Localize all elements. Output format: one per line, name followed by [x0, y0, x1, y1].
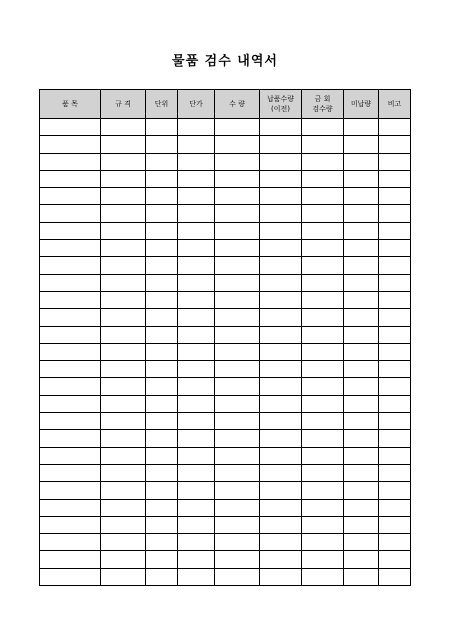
cell-spec[interactable] — [101, 482, 146, 499]
document-title: 물품 검수 내역서 — [172, 54, 278, 69]
cell-remarks[interactable] — [379, 516, 411, 533]
header-unit: 단위 — [146, 90, 178, 119]
cell-spec[interactable] — [101, 568, 146, 585]
cell-undelivered[interactable] — [344, 291, 379, 308]
cell-unit-price[interactable] — [178, 395, 215, 412]
cell-item[interactable] — [40, 378, 101, 395]
cell-spec[interactable] — [101, 205, 146, 222]
cell-spec[interactable] — [101, 291, 146, 308]
table-row — [40, 153, 411, 170]
cell-quantity[interactable] — [215, 430, 260, 447]
cell-item[interactable] — [40, 222, 101, 239]
table-row — [40, 240, 411, 257]
cell-spec[interactable] — [101, 257, 146, 274]
table-row — [40, 222, 411, 239]
cell-undelivered[interactable] — [344, 343, 379, 360]
cell-unit-price[interactable] — [178, 464, 215, 481]
cell-item[interactable] — [40, 499, 101, 516]
cell-unit-price[interactable] — [178, 516, 215, 533]
cell-remarks[interactable] — [379, 551, 411, 568]
cell-remarks[interactable] — [379, 309, 411, 326]
cell-this-inspected[interactable] — [302, 568, 344, 585]
cell-unit-price[interactable] — [178, 430, 215, 447]
table-row — [40, 464, 411, 481]
cell-quantity[interactable] — [215, 551, 260, 568]
table-row — [40, 413, 411, 430]
cell-spec[interactable] — [101, 343, 146, 360]
cell-spec[interactable] — [101, 240, 146, 257]
cell-undelivered[interactable] — [344, 222, 379, 239]
cell-prev-delivered[interactable] — [260, 222, 302, 239]
cell-quantity[interactable] — [215, 413, 260, 430]
cell-remarks[interactable] — [379, 499, 411, 516]
cell-this-inspected[interactable] — [302, 274, 344, 291]
cell-unit-price[interactable] — [178, 170, 215, 187]
cell-unit[interactable] — [146, 464, 178, 481]
cell-prev-delivered[interactable] — [260, 343, 302, 360]
cell-spec[interactable] — [101, 136, 146, 153]
cell-remarks[interactable] — [379, 153, 411, 170]
cell-undelivered[interactable] — [344, 568, 379, 585]
cell-unit[interactable] — [146, 343, 178, 360]
header-prev-delivered: 납품수량 (이전) — [260, 90, 302, 119]
cell-prev-delivered[interactable] — [260, 551, 302, 568]
cell-unit[interactable] — [146, 482, 178, 499]
table-row — [40, 274, 411, 291]
table-row — [40, 170, 411, 187]
cell-this-inspected[interactable] — [302, 551, 344, 568]
cell-unit-price[interactable] — [178, 257, 215, 274]
cell-unit[interactable] — [146, 447, 178, 464]
cell-unit[interactable] — [146, 240, 178, 257]
table-row — [40, 257, 411, 274]
cell-item[interactable] — [40, 205, 101, 222]
cell-unit[interactable] — [146, 551, 178, 568]
cell-undelivered[interactable] — [344, 257, 379, 274]
cell-prev-delivered[interactable] — [260, 119, 302, 136]
cell-unit-price[interactable] — [178, 568, 215, 585]
cell-remarks[interactable] — [379, 170, 411, 187]
cell-unit[interactable] — [146, 378, 178, 395]
table-body — [40, 119, 411, 586]
cell-unit[interactable] — [146, 413, 178, 430]
cell-this-inspected[interactable] — [302, 447, 344, 464]
cell-remarks[interactable] — [379, 534, 411, 551]
cell-undelivered[interactable] — [344, 361, 379, 378]
cell-quantity[interactable] — [215, 257, 260, 274]
cell-undelivered[interactable] — [344, 464, 379, 481]
cell-unit-price[interactable] — [178, 326, 215, 343]
header-remarks: 비고 — [379, 90, 411, 119]
table-row — [40, 534, 411, 551]
cell-remarks[interactable] — [379, 188, 411, 205]
table-row — [40, 361, 411, 378]
cell-unit-price[interactable] — [178, 188, 215, 205]
cell-this-inspected[interactable] — [302, 464, 344, 481]
cell-unit-price[interactable] — [178, 499, 215, 516]
cell-item[interactable] — [40, 516, 101, 533]
table-row — [40, 309, 411, 326]
cell-item[interactable] — [40, 257, 101, 274]
table-row — [40, 291, 411, 308]
cell-spec[interactable] — [101, 464, 146, 481]
cell-remarks[interactable] — [379, 343, 411, 360]
cell-quantity[interactable] — [215, 499, 260, 516]
cell-spec[interactable] — [101, 309, 146, 326]
table-row — [40, 482, 411, 499]
cell-unit[interactable] — [146, 274, 178, 291]
cell-item[interactable] — [40, 361, 101, 378]
cell-remarks[interactable] — [379, 240, 411, 257]
cell-prev-delivered[interactable] — [260, 309, 302, 326]
cell-undelivered[interactable] — [344, 551, 379, 568]
cell-unit-price[interactable] — [178, 119, 215, 136]
header-unit-price: 단가 — [178, 90, 215, 119]
cell-spec[interactable] — [101, 326, 146, 343]
cell-quantity[interactable] — [215, 516, 260, 533]
cell-quantity[interactable] — [215, 188, 260, 205]
cell-quantity[interactable] — [215, 153, 260, 170]
cell-quantity[interactable] — [215, 343, 260, 360]
cell-item[interactable] — [40, 482, 101, 499]
cell-prev-delivered[interactable] — [260, 257, 302, 274]
cell-item[interactable] — [40, 188, 101, 205]
cell-unit-price[interactable] — [178, 291, 215, 308]
cell-remarks[interactable] — [379, 222, 411, 239]
cell-prev-delivered[interactable] — [260, 291, 302, 308]
cell-prev-delivered[interactable] — [260, 153, 302, 170]
cell-unit[interactable] — [146, 119, 178, 136]
table-row — [40, 378, 411, 395]
cell-item[interactable] — [40, 343, 101, 360]
cell-this-inspected[interactable] — [302, 516, 344, 533]
cell-prev-delivered[interactable] — [260, 136, 302, 153]
cell-prev-delivered[interactable] — [260, 274, 302, 291]
cell-unit-price[interactable] — [178, 343, 215, 360]
cell-this-inspected[interactable] — [302, 291, 344, 308]
cell-item[interactable] — [40, 551, 101, 568]
cell-item[interactable] — [40, 395, 101, 412]
cell-remarks[interactable] — [379, 119, 411, 136]
cell-undelivered[interactable] — [344, 274, 379, 291]
table-row — [40, 119, 411, 136]
table-row — [40, 188, 411, 205]
cell-unit[interactable] — [146, 205, 178, 222]
cell-prev-delivered[interactable] — [260, 516, 302, 533]
cell-undelivered[interactable] — [344, 395, 379, 412]
cell-prev-delivered[interactable] — [260, 395, 302, 412]
cell-spec[interactable] — [101, 430, 146, 447]
cell-unit[interactable] — [146, 430, 178, 447]
table-row — [40, 430, 411, 447]
cell-remarks[interactable] — [379, 413, 411, 430]
cell-spec[interactable] — [101, 447, 146, 464]
cell-remarks[interactable] — [379, 447, 411, 464]
cell-prev-delivered[interactable] — [260, 464, 302, 481]
cell-spec[interactable] — [101, 170, 146, 187]
cell-unit[interactable] — [146, 188, 178, 205]
cell-undelivered[interactable] — [344, 413, 379, 430]
cell-spec[interactable] — [101, 499, 146, 516]
cell-unit[interactable] — [146, 136, 178, 153]
cell-unit[interactable] — [146, 499, 178, 516]
cell-unit-price[interactable] — [178, 274, 215, 291]
cell-this-inspected[interactable] — [302, 205, 344, 222]
cell-item[interactable] — [40, 447, 101, 464]
cell-unit[interactable] — [146, 534, 178, 551]
header-row — [40, 90, 411, 119]
cell-unit[interactable] — [146, 361, 178, 378]
cell-quantity[interactable] — [215, 136, 260, 153]
cell-spec[interactable] — [101, 274, 146, 291]
cell-remarks[interactable] — [379, 361, 411, 378]
cell-this-inspected[interactable] — [302, 222, 344, 239]
cell-unit-price[interactable] — [178, 551, 215, 568]
cell-remarks[interactable] — [379, 395, 411, 412]
cell-this-inspected[interactable] — [302, 170, 344, 187]
cell-unit-price[interactable] — [178, 482, 215, 499]
cell-this-inspected[interactable] — [302, 240, 344, 257]
cell-remarks[interactable] — [379, 205, 411, 222]
cell-unit-price[interactable] — [178, 447, 215, 464]
cell-unit[interactable] — [146, 291, 178, 308]
cell-quantity[interactable] — [215, 361, 260, 378]
cell-remarks[interactable] — [379, 257, 411, 274]
cell-quantity[interactable] — [215, 291, 260, 308]
cell-unit-price[interactable] — [178, 222, 215, 239]
cell-undelivered[interactable] — [344, 326, 379, 343]
table-row — [40, 136, 411, 153]
cell-this-inspected[interactable] — [302, 413, 344, 430]
cell-item[interactable] — [40, 274, 101, 291]
table-row — [40, 516, 411, 533]
cell-this-inspected[interactable] — [302, 257, 344, 274]
cell-spec[interactable] — [101, 188, 146, 205]
cell-undelivered[interactable] — [344, 516, 379, 533]
cell-this-inspected[interactable] — [302, 378, 344, 395]
cell-prev-delivered[interactable] — [260, 447, 302, 464]
table-row — [40, 205, 411, 222]
cell-spec[interactable] — [101, 413, 146, 430]
cell-this-inspected[interactable] — [302, 361, 344, 378]
cell-unit[interactable] — [146, 568, 178, 585]
cell-quantity[interactable] — [215, 222, 260, 239]
cell-unit[interactable] — [146, 326, 178, 343]
cell-quantity[interactable] — [215, 274, 260, 291]
cell-spec[interactable] — [101, 378, 146, 395]
cell-this-inspected[interactable] — [302, 136, 344, 153]
cell-quantity[interactable] — [215, 534, 260, 551]
cell-item[interactable] — [40, 430, 101, 447]
cell-unit[interactable] — [146, 309, 178, 326]
cell-this-inspected[interactable] — [302, 326, 344, 343]
cell-prev-delivered[interactable] — [260, 413, 302, 430]
cell-this-inspected[interactable] — [302, 153, 344, 170]
cell-prev-delivered[interactable] — [260, 205, 302, 222]
cell-item[interactable] — [40, 568, 101, 585]
cell-quantity[interactable] — [215, 326, 260, 343]
table-row — [40, 499, 411, 516]
cell-undelivered[interactable] — [344, 240, 379, 257]
cell-unit-price[interactable] — [178, 534, 215, 551]
cell-prev-delivered[interactable] — [260, 240, 302, 257]
cell-prev-delivered[interactable] — [260, 534, 302, 551]
cell-unit-price[interactable] — [178, 136, 215, 153]
cell-undelivered[interactable] — [344, 153, 379, 170]
cell-this-inspected[interactable] — [302, 309, 344, 326]
cell-undelivered[interactable] — [344, 188, 379, 205]
header-spec: 규 격 — [101, 90, 146, 119]
cell-this-inspected[interactable] — [302, 534, 344, 551]
cell-unit[interactable] — [146, 257, 178, 274]
cell-item[interactable] — [40, 291, 101, 308]
cell-unit-price[interactable] — [178, 413, 215, 430]
inspection-table — [39, 89, 411, 586]
cell-prev-delivered[interactable] — [260, 499, 302, 516]
cell-this-inspected[interactable] — [302, 430, 344, 447]
cell-undelivered[interactable] — [344, 499, 379, 516]
header-this-inspected: 금 회 검수량 — [302, 90, 344, 119]
cell-undelivered[interactable] — [344, 378, 379, 395]
cell-prev-delivered[interactable] — [260, 188, 302, 205]
cell-this-inspected[interactable] — [302, 119, 344, 136]
table-row — [40, 447, 411, 464]
cell-prev-delivered[interactable] — [260, 482, 302, 499]
cell-item[interactable] — [40, 240, 101, 257]
cell-unit-price[interactable] — [178, 205, 215, 222]
cell-unit[interactable] — [146, 516, 178, 533]
cell-unit-price[interactable] — [178, 361, 215, 378]
cell-spec[interactable] — [101, 516, 146, 533]
cell-item[interactable] — [40, 153, 101, 170]
header-undelivered: 미납량 — [344, 90, 379, 119]
cell-this-inspected[interactable] — [302, 188, 344, 205]
cell-remarks[interactable] — [379, 482, 411, 499]
cell-unit[interactable] — [146, 153, 178, 170]
cell-remarks[interactable] — [379, 274, 411, 291]
cell-prev-delivered[interactable] — [260, 170, 302, 187]
cell-unit-price[interactable] — [178, 240, 215, 257]
table-row — [40, 326, 411, 343]
cell-item[interactable] — [40, 534, 101, 551]
cell-quantity[interactable] — [215, 309, 260, 326]
cell-remarks[interactable] — [379, 430, 411, 447]
cell-prev-delivered[interactable] — [260, 378, 302, 395]
cell-unit[interactable] — [146, 170, 178, 187]
cell-undelivered[interactable] — [344, 119, 379, 136]
cell-quantity[interactable] — [215, 205, 260, 222]
cell-quantity[interactable] — [215, 464, 260, 481]
cell-spec[interactable] — [101, 534, 146, 551]
cell-prev-delivered[interactable] — [260, 568, 302, 585]
cell-undelivered[interactable] — [344, 309, 379, 326]
cell-quantity[interactable] — [215, 378, 260, 395]
cell-unit-price[interactable] — [178, 378, 215, 395]
cell-undelivered[interactable] — [344, 136, 379, 153]
cell-undelivered[interactable] — [344, 430, 379, 447]
cell-quantity[interactable] — [215, 482, 260, 499]
cell-remarks[interactable] — [379, 568, 411, 585]
cell-spec[interactable] — [101, 222, 146, 239]
header-item: 품 목 — [40, 90, 101, 119]
cell-remarks[interactable] — [379, 464, 411, 481]
cell-unit-price[interactable] — [178, 153, 215, 170]
cell-quantity[interactable] — [215, 170, 260, 187]
cell-item[interactable] — [40, 413, 101, 430]
cell-undelivered[interactable] — [344, 447, 379, 464]
cell-undelivered[interactable] — [344, 170, 379, 187]
cell-spec[interactable] — [101, 119, 146, 136]
table-row — [40, 551, 411, 568]
cell-item[interactable] — [40, 326, 101, 343]
cell-spec[interactable] — [101, 153, 146, 170]
cell-this-inspected[interactable] — [302, 395, 344, 412]
cell-remarks[interactable] — [379, 378, 411, 395]
cell-prev-delivered[interactable] — [260, 430, 302, 447]
cell-unit[interactable] — [146, 222, 178, 239]
cell-unit-price[interactable] — [178, 309, 215, 326]
cell-spec[interactable] — [101, 551, 146, 568]
cell-remarks[interactable] — [379, 291, 411, 308]
cell-quantity[interactable] — [215, 568, 260, 585]
cell-unit[interactable] — [146, 395, 178, 412]
cell-undelivered[interactable] — [344, 205, 379, 222]
cell-quantity[interactable] — [215, 119, 260, 136]
cell-spec[interactable] — [101, 395, 146, 412]
cell-quantity[interactable] — [215, 395, 260, 412]
cell-this-inspected[interactable] — [302, 482, 344, 499]
cell-remarks[interactable] — [379, 326, 411, 343]
table-row — [40, 395, 411, 412]
cell-item[interactable] — [40, 309, 101, 326]
cell-quantity[interactable] — [215, 240, 260, 257]
cell-remarks[interactable] — [379, 136, 411, 153]
cell-item[interactable] — [40, 119, 101, 136]
cell-quantity[interactable] — [215, 447, 260, 464]
cell-undelivered[interactable] — [344, 534, 379, 551]
cell-prev-delivered[interactable] — [260, 326, 302, 343]
cell-this-inspected[interactable] — [302, 499, 344, 516]
table-row — [40, 343, 411, 360]
cell-item[interactable] — [40, 170, 101, 187]
header-quantity: 수 량 — [215, 90, 260, 119]
cell-prev-delivered[interactable] — [260, 361, 302, 378]
cell-this-inspected[interactable] — [302, 343, 344, 360]
cell-item[interactable] — [40, 136, 101, 153]
table-row — [40, 568, 411, 585]
cell-item[interactable] — [40, 464, 101, 481]
cell-undelivered[interactable] — [344, 482, 379, 499]
cell-spec[interactable] — [101, 361, 146, 378]
